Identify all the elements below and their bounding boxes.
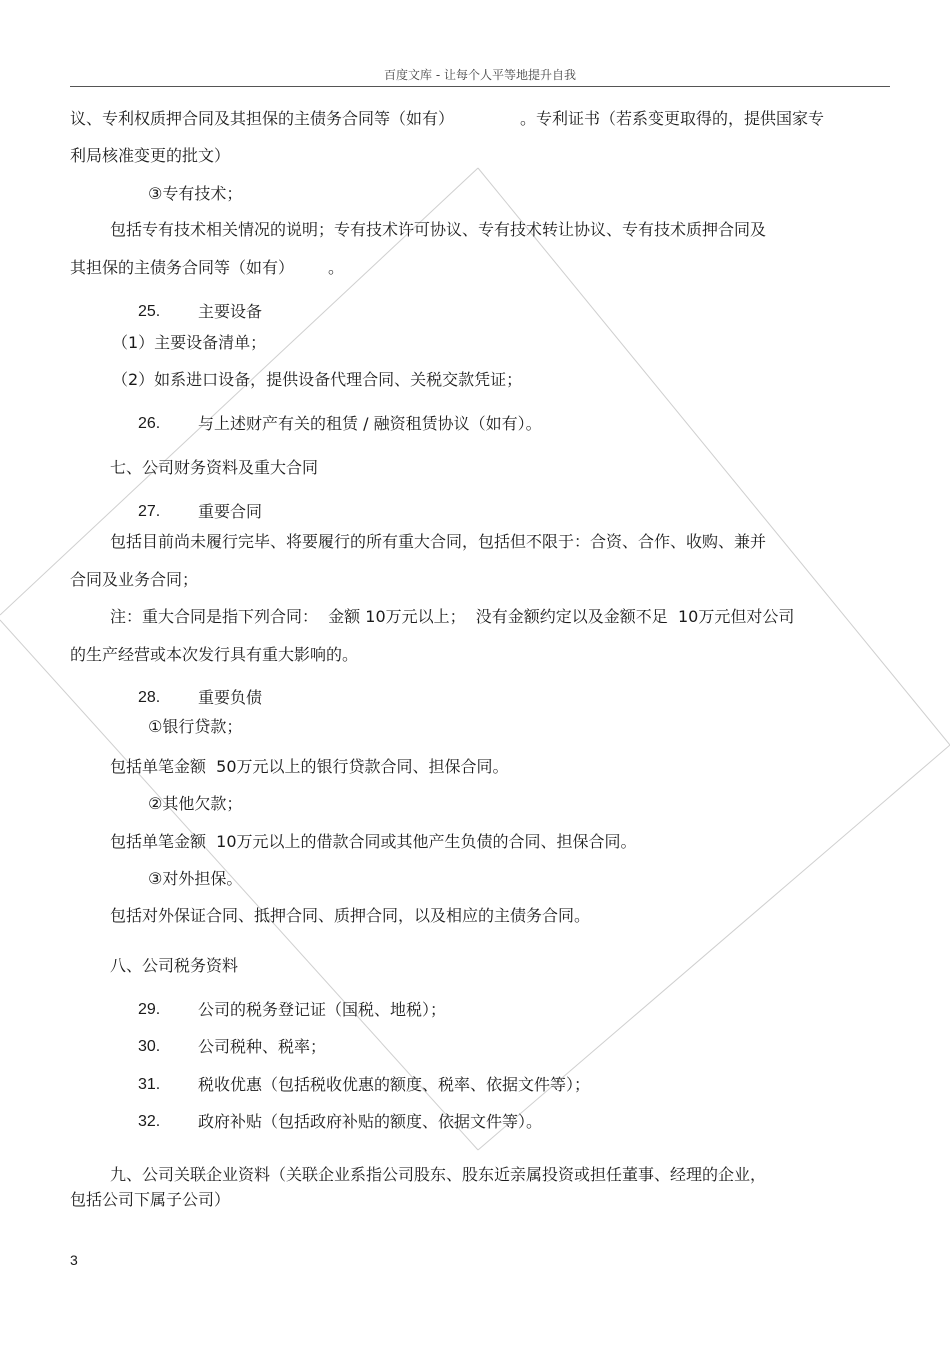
paragraph-line: 注：重大合同是指下列合同： 金额 10万元以上； 没有金额约定以及金额不足 10万元但对公司 bbox=[110, 607, 795, 626]
list-item: ②其他欠款； bbox=[148, 794, 243, 813]
paragraph-line: 包括专有技术相关情况的说明；专有技术许可协议、专有技术转让协议、专有技术质押合同及 bbox=[110, 220, 767, 239]
section-heading: 七、公司财务资料及重大合同 bbox=[110, 458, 319, 477]
item-number: 25. bbox=[138, 303, 161, 320]
list-item: ③对外担保。 bbox=[148, 869, 243, 888]
paragraph-line: 。 bbox=[328, 258, 345, 277]
paragraph-line: 包括单笔金额 10万元以上的借款合同或其他产生负债的合同、担保合同。 bbox=[110, 832, 637, 851]
item-number: 32. bbox=[138, 1113, 161, 1130]
item-number: 31. bbox=[138, 1076, 161, 1093]
paragraph-line: 包括单笔金额 50万元以上的银行贷款合同、担保合同。 bbox=[110, 757, 509, 776]
paragraph-line: 利局核准变更的批文） bbox=[70, 146, 231, 165]
paragraph-line: 合同及业务合同； bbox=[70, 570, 199, 589]
item-title: 公司税种、税率； bbox=[198, 1037, 327, 1056]
list-item: （2）如系进口设备，提供设备代理合同、关税交款凭证； bbox=[112, 370, 523, 389]
header-divider bbox=[70, 86, 890, 87]
paragraph-line: 包括目前尚未履行完毕、将要履行的所有重大合同，包括但不限于：合资、合作、收购、兼并 bbox=[110, 532, 767, 551]
paragraph-line: 包括公司下属子公司） bbox=[70, 1190, 231, 1209]
item-title: 公司的税务登记证（国税、地税）； bbox=[198, 1000, 447, 1019]
paragraph-line: 。专利证书（若系变更取得的，提供国家专 bbox=[520, 109, 825, 128]
item-title: 重要负债 bbox=[198, 688, 263, 707]
list-item: ③专有技术； bbox=[148, 184, 243, 203]
paragraph-line: 议、专利权质押合同及其担保的主债务合同等（如有） bbox=[70, 109, 455, 128]
item-number: 27. bbox=[138, 503, 161, 520]
item-title: 税收优惠（包括税收优惠的额度、税率、依据文件等）； bbox=[198, 1075, 591, 1094]
item-number: 28. bbox=[138, 689, 161, 706]
item-title: 与上述财产有关的租赁 / 融资租赁协议（如有）。 bbox=[198, 414, 542, 433]
item-number: 29. bbox=[138, 1001, 161, 1018]
item-title: 政府补贴（包括政府补贴的额度、依据文件等）。 bbox=[198, 1112, 543, 1131]
item-number: 26. bbox=[138, 415, 161, 432]
item-number: 30. bbox=[138, 1038, 161, 1055]
item-title: 重要合同 bbox=[198, 502, 263, 521]
list-item: ①银行贷款； bbox=[148, 717, 243, 736]
page-header: 百度文库 - 让每个人平等地提升自我 bbox=[384, 68, 576, 82]
list-item: （1）主要设备清单； bbox=[112, 333, 267, 352]
paragraph-line: 其担保的主债务合同等（如有） bbox=[70, 258, 295, 277]
section-heading: 九、公司关联企业资料（关联企业系指公司股东、股东近亲属投资或担任董事、经理的企业， bbox=[110, 1165, 767, 1184]
paragraph-line: 的生产经营或本次发行具有重大影响的。 bbox=[70, 645, 359, 664]
page-number: 3 bbox=[70, 1252, 78, 1268]
section-heading: 八、公司税务资料 bbox=[110, 956, 239, 975]
paragraph-line: 包括对外保证合同、抵押合同、质押合同，以及相应的主债务合同。 bbox=[110, 906, 591, 925]
item-title: 主要设备 bbox=[198, 302, 263, 321]
